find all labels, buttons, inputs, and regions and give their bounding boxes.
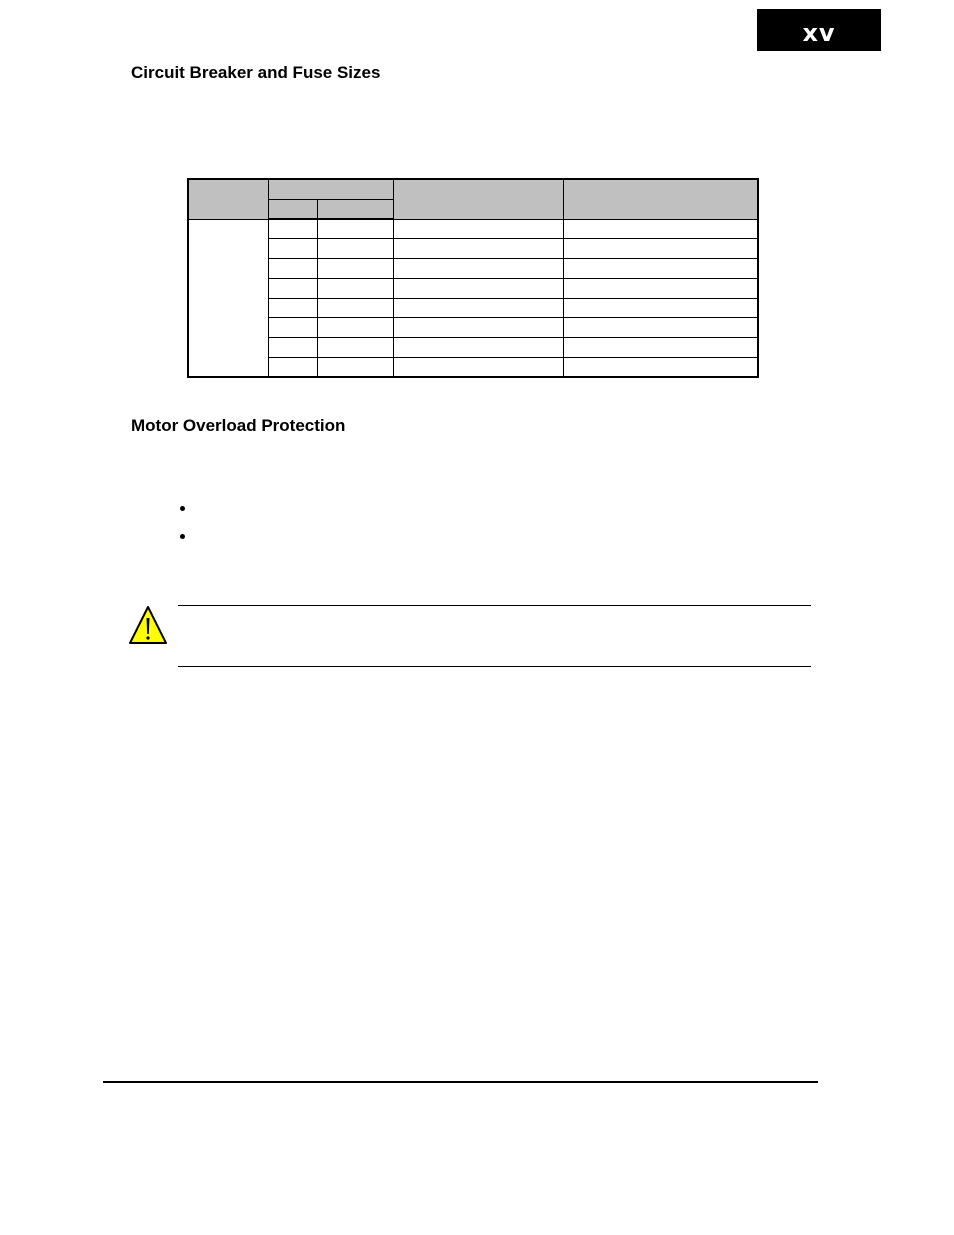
table-header-cell — [268, 179, 393, 199]
section-title-motor-overload: Motor Overload Protection — [131, 416, 346, 435]
table-cell — [563, 278, 758, 298]
table-cell — [317, 318, 393, 338]
table-cell — [393, 318, 563, 338]
table-cell — [393, 278, 563, 298]
list-item — [176, 498, 190, 526]
table-cell — [268, 259, 317, 279]
table-cell — [563, 259, 758, 279]
breaker-fuse-table — [187, 178, 759, 378]
section-title-circuit-breaker: Circuit Breaker and Fuse Sizes — [131, 63, 381, 82]
page-number-badge: xv — [757, 9, 881, 51]
table-cell — [393, 298, 563, 318]
table-row — [188, 219, 758, 239]
table-cell — [188, 219, 268, 377]
table-cell — [563, 219, 758, 239]
table-cell — [393, 239, 563, 259]
table-header-cell — [268, 199, 317, 219]
table-cell — [563, 357, 758, 377]
bullet-list — [176, 498, 190, 554]
table-row — [188, 338, 758, 358]
table-row — [188, 278, 758, 298]
table-cell — [268, 318, 317, 338]
table-cell — [268, 219, 317, 239]
table-cell — [393, 357, 563, 377]
table-cell — [268, 357, 317, 377]
caution-bottom-rule — [178, 666, 811, 667]
table-cell — [268, 338, 317, 358]
table-row — [188, 298, 758, 318]
table-cell — [317, 357, 393, 377]
table-cell — [563, 338, 758, 358]
list-item — [176, 526, 190, 554]
table-cell — [317, 219, 393, 239]
table-cell — [268, 278, 317, 298]
table-cell — [393, 259, 563, 279]
table-cell — [268, 298, 317, 318]
table-cell — [317, 298, 393, 318]
table-cell — [393, 219, 563, 239]
table-row — [188, 318, 758, 338]
table-header-cell — [317, 199, 393, 219]
table-header-cell — [393, 179, 563, 219]
table-header-cell — [188, 179, 268, 219]
table-cell — [317, 239, 393, 259]
caution-top-rule — [178, 605, 811, 606]
table-cell — [563, 298, 758, 318]
footer-rule — [103, 1081, 818, 1083]
table-row — [188, 357, 758, 377]
table-cell — [317, 278, 393, 298]
table-row — [188, 259, 758, 279]
table-cell — [393, 338, 563, 358]
table-row — [188, 239, 758, 259]
table-cell — [317, 259, 393, 279]
table-cell — [563, 239, 758, 259]
warning-triangle-icon — [128, 605, 168, 645]
table-cell — [317, 338, 393, 358]
table-cell — [563, 318, 758, 338]
table-cell — [268, 239, 317, 259]
table-header-cell — [563, 179, 758, 219]
